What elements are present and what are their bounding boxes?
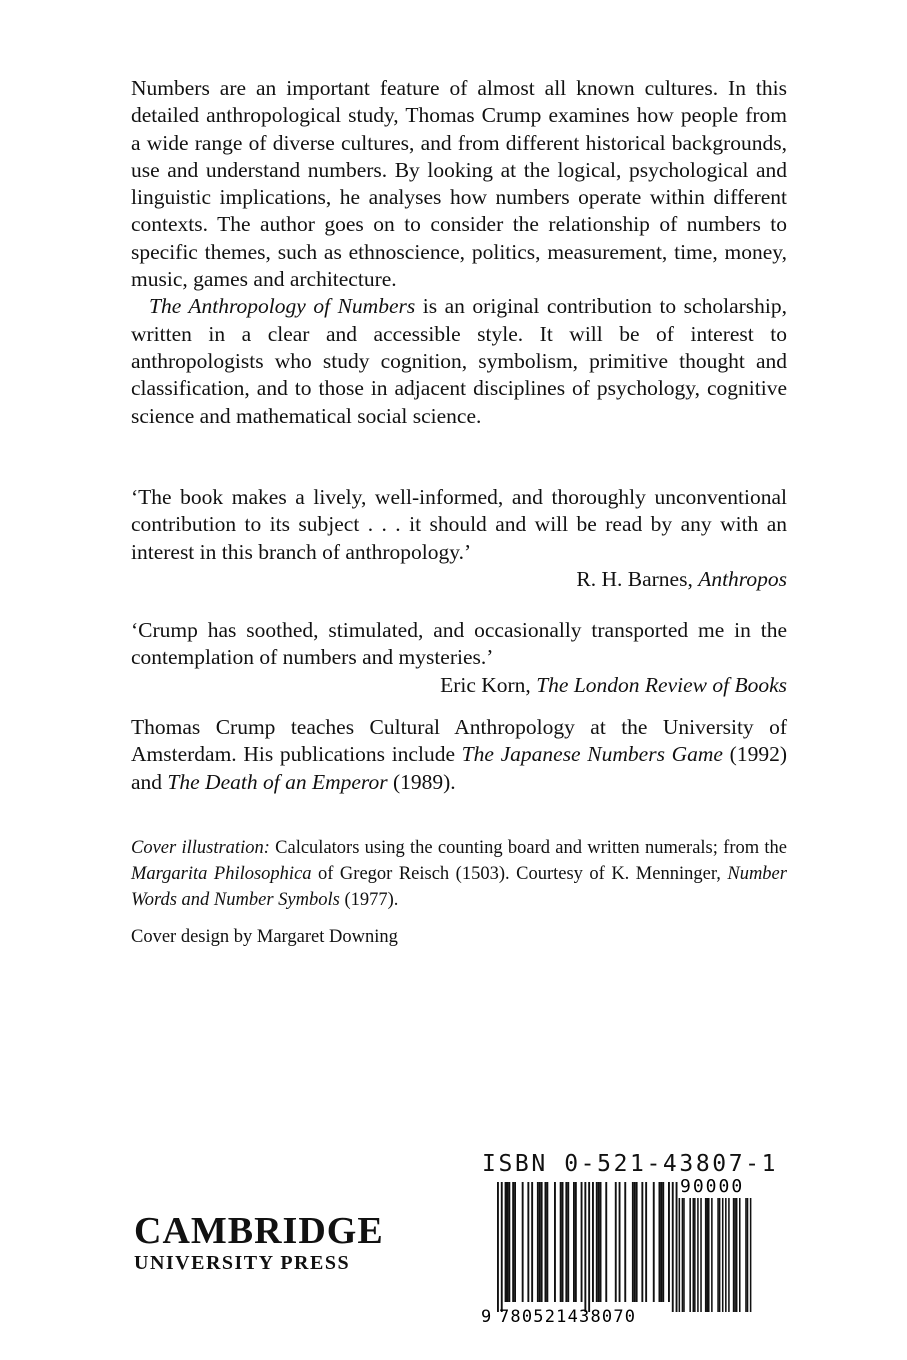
addon-bar (706, 1198, 708, 1312)
barcode-bar (575, 1182, 577, 1302)
addon-bar (679, 1198, 681, 1312)
addon-bar (700, 1198, 702, 1312)
barcode-bar (672, 1182, 674, 1312)
addon-bar (694, 1198, 696, 1312)
cover-illustration-credit (131, 835, 787, 913)
addon-bar (697, 1198, 699, 1312)
author-bio-part: (1989). (387, 769, 456, 794)
barcode-bar (659, 1182, 661, 1302)
barcode-bar (588, 1182, 590, 1312)
barcode-bar (676, 1182, 678, 1312)
credit-text: (1977). (339, 890, 399, 910)
publisher-subtitle: UNIVERSITY PRESS (134, 1252, 351, 1274)
credit-text: Calculators using the counting board and written numerals; from the (269, 838, 787, 858)
publisher-name: CAMBRIDGE (134, 1210, 384, 1252)
barcode-bar (592, 1182, 594, 1302)
addon-bar (736, 1198, 738, 1312)
barcode-bar (645, 1182, 647, 1302)
barcode-bar (573, 1182, 575, 1302)
ean-bars (497, 1182, 678, 1312)
review-source: The London Review of Books (536, 672, 787, 697)
barcode-bar (527, 1182, 529, 1302)
addon-bar (711, 1198, 713, 1312)
barcode-bar (660, 1182, 662, 1302)
review-attribution-1 (131, 566, 787, 593)
review-quote-2: ‘Crump has soothed, stimulated, and occasionally transported me in the contemplation of numbers and mysteries.’ (131, 618, 787, 670)
author-bio-part: (1992) and (131, 742, 787, 794)
ean-digits: 780521438070 (499, 1307, 637, 1326)
barcode-bar (514, 1182, 516, 1302)
reviewer-name: R. H. Barnes, (576, 566, 699, 591)
barcode-bar (581, 1182, 583, 1302)
addon-bar (717, 1198, 719, 1312)
barcode-bar (567, 1182, 569, 1302)
addon-bar (728, 1198, 730, 1312)
addon-bars (679, 1198, 752, 1312)
author-bio-text (131, 714, 787, 796)
addon-bar (722, 1198, 724, 1312)
barcode-bar (632, 1182, 634, 1302)
barcode-bar (507, 1182, 509, 1302)
review-quote-1: ‘The book makes a lively, well-informed, and thoroughly unconventional contribution to its subject . . . it should and will be read by any with an interest in this branch of anthropology.’ (131, 485, 787, 564)
barcode-bar (653, 1182, 655, 1302)
barcode-bar (541, 1182, 543, 1302)
barcode-bar (596, 1182, 598, 1302)
barcode-bar (560, 1182, 562, 1302)
barcode-bar (598, 1182, 600, 1302)
barcode-bar (501, 1182, 503, 1312)
publisher-logo (134, 1212, 384, 1276)
barcode-bar (562, 1182, 564, 1302)
publication-title: The Death of an Emperor (167, 769, 388, 794)
barcode-bar (634, 1182, 636, 1302)
addon-bar (747, 1198, 749, 1312)
barcode-bar (565, 1182, 567, 1302)
addon-bar (733, 1198, 735, 1312)
barcode-bar (668, 1182, 670, 1302)
addon-bar (745, 1198, 747, 1312)
credit-work-title: Number Words and Number Symbols (131, 864, 787, 910)
barcode-bar (624, 1182, 626, 1302)
addon-bar (708, 1198, 710, 1312)
barcode-bar (497, 1182, 499, 1312)
barcode-bar (537, 1182, 539, 1302)
addon-bar (689, 1198, 691, 1312)
author-bio (131, 714, 787, 796)
isbn-label: ISBN 0-521-43807-1 (482, 1151, 779, 1177)
barcode-bar (508, 1182, 510, 1302)
barcode-bar (662, 1182, 664, 1302)
barcode-bar (641, 1182, 643, 1302)
addon-bar (705, 1198, 707, 1312)
review-source: Anthropos (698, 566, 787, 591)
description-paragraph-1: Numbers are an important feature of almost all known cultures. In this detailed anthropological study, Thomas Crump examines how people from a wide range of diverse cultures, and from different historical backgrounds, use and understand numbers. By looking at the logical, psychological and linguistic implications, he analyses how numbers operate within different contexts. The author goes on to consider the relationship of numbers to specific themes, such as ethnoscience, politics, measurement, time, money, music, games and architecture. (131, 76, 787, 292)
barcode-bar (539, 1182, 541, 1302)
publication-title: The Japanese Numbers Game (461, 742, 723, 767)
description-paragraph-2 (131, 293, 787, 429)
barcode-bar (546, 1182, 548, 1302)
addon-bar (693, 1198, 695, 1312)
credit-work-title: Margarita Philosophica (131, 864, 312, 884)
reviewer-name: Eric Korn, (440, 672, 537, 697)
addon-bar (725, 1198, 727, 1312)
addon-bar (734, 1198, 736, 1312)
author-bio-part: Thomas Crump teaches Cultural Anthropology at the University of Amsterdam. His publications include (131, 715, 787, 767)
barcode-bar (584, 1182, 586, 1312)
addon-bar (683, 1198, 685, 1312)
credit-text: of Gregor Reisch (1503). Courtesy of K. Menninger, (311, 864, 728, 884)
barcode-bar (554, 1182, 556, 1302)
credit-label: Cover illustration: (131, 838, 270, 858)
review-quotes (131, 484, 787, 699)
book-title: The Anthropology of Numbers (149, 294, 416, 319)
addon-digits: 90000 (680, 1176, 745, 1197)
addon-bar (739, 1198, 741, 1312)
barcode-bar (512, 1182, 514, 1302)
barcode-bar (615, 1182, 617, 1302)
barcode-bar (605, 1182, 607, 1302)
barcode-bar (522, 1182, 524, 1302)
barcode-bar (545, 1182, 547, 1302)
review-attribution-2 (131, 672, 787, 699)
ean-first-digit: 9 (481, 1307, 492, 1326)
book-description (131, 75, 787, 430)
barcode-bar (531, 1182, 533, 1302)
addon-bar (750, 1198, 752, 1312)
description-paragraph-2-text: is an original contribution to scholarship, written in a clear and accessible style. It will be of interest to anthropologists who study cognition, symbolism, primitive thought and classification, and to those in adjacent disciplines of psychology, cognitive science and mathematical social science. (131, 294, 787, 428)
addon-bar (719, 1198, 721, 1312)
barcode-bar (636, 1182, 638, 1302)
barcode-bar (619, 1182, 621, 1302)
isbn-barcode (477, 1176, 767, 1326)
barcode-bar (505, 1182, 507, 1302)
addon-bar (682, 1198, 684, 1312)
barcode-bar (600, 1182, 602, 1302)
cover-design-credit: Cover design by Margaret Downing (131, 927, 398, 947)
